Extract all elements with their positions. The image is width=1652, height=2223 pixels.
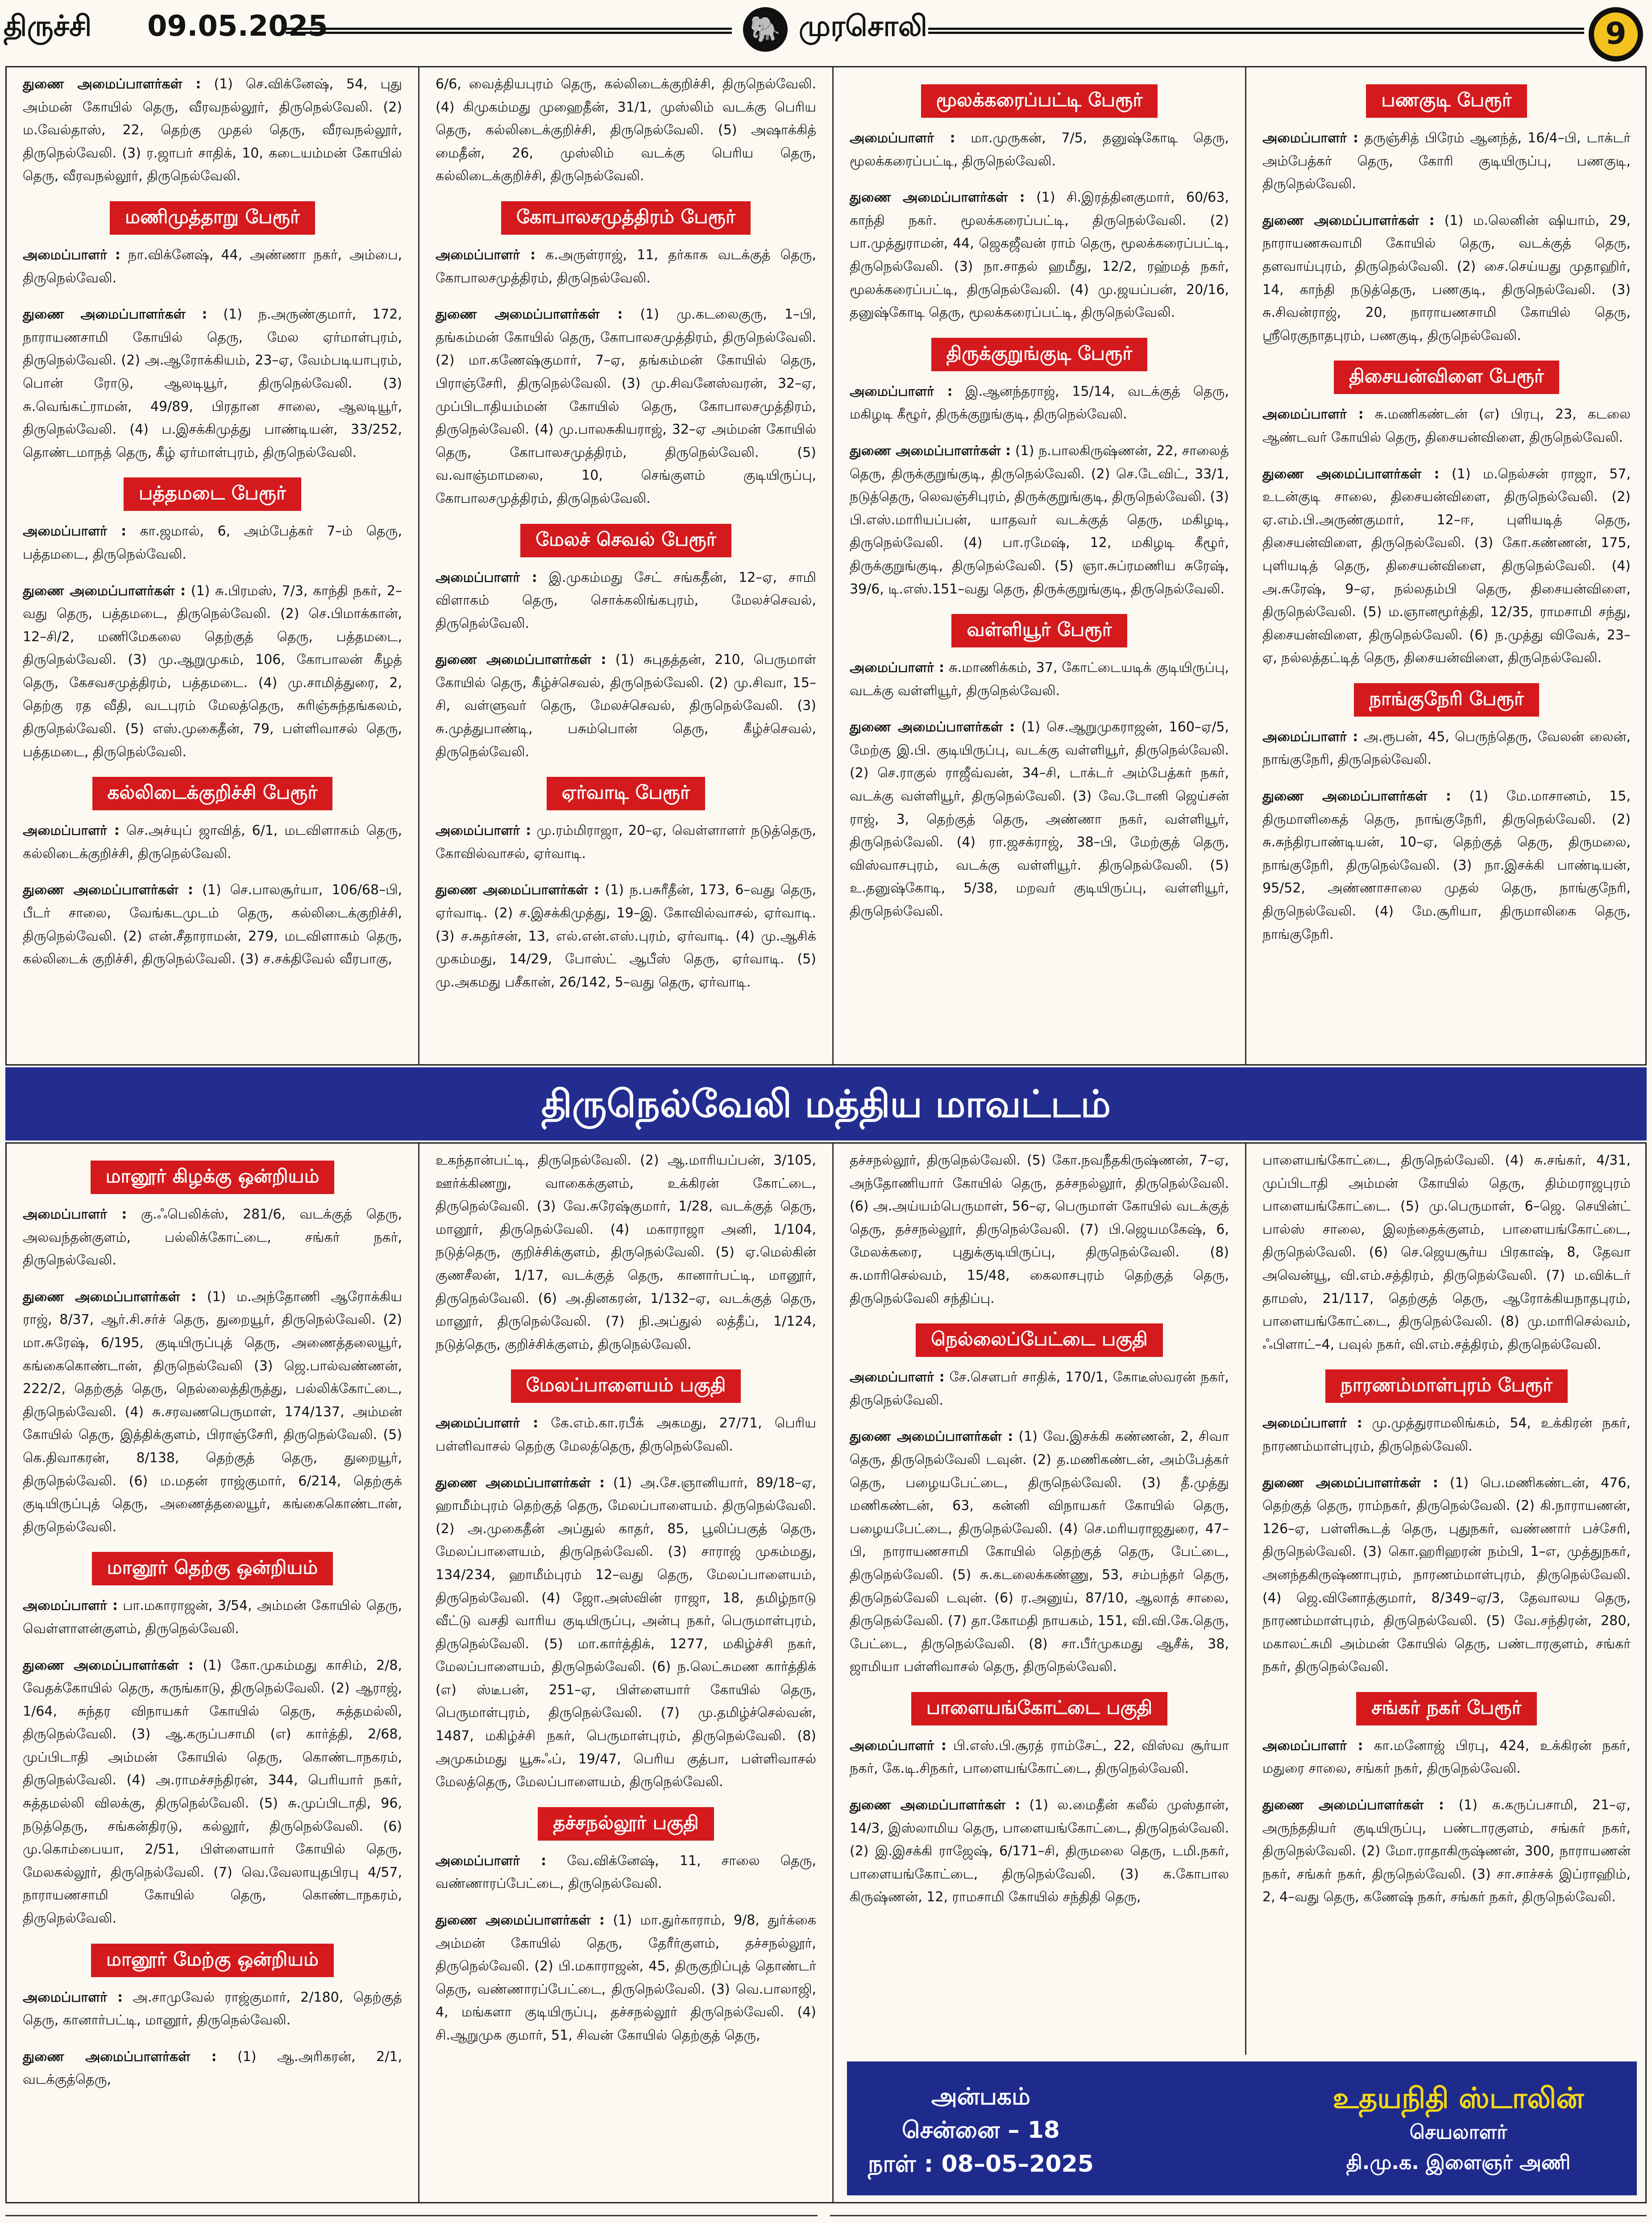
member-entry: [23, 1594, 402, 1640]
member-entry: [436, 819, 816, 865]
member-entry: [436, 879, 816, 994]
district-banner: திருநெல்வேலி மத்திய மாவட்டம்: [5, 1067, 1647, 1141]
signature-place-date: [865, 2080, 1097, 2181]
member-entry: [436, 303, 816, 510]
member-entry: [436, 73, 816, 188]
member-entry: [1262, 127, 1631, 196]
entry-text: தருஞ்சித் பிரேம் ஆனந்த், 16/4–பி, டாக்டர் அம்பேத்கர் தெரு, கோரி குடியிருப்பு, பணகுடி, திருநெல்வேலி.: [1262, 130, 1631, 192]
member-entry: [23, 520, 402, 566]
edition-place: திருச்சி: [4, 10, 92, 43]
top-column-3: [834, 67, 1245, 1064]
section-heading: பணகுடி பேரூர்: [1366, 84, 1527, 118]
section-heading: பாளையங்கோட்டை பகுதி: [911, 1692, 1167, 1725]
member-entry: [23, 1203, 402, 1272]
signature-place: அன்பகம்: [931, 2083, 1030, 2110]
entry-role-label: துணை அமைப்பாளர்கள் :: [436, 1912, 605, 1929]
entry-text: (1) மு.கடலைகுரு, 1–பி, தங்கம்மன் கோயில் தெரு, கோபாலசமுத்திரம், திருநெல்வேலி. (2) மா.கணேஷ்குமார், 7–ஏ, தங்கம்மன் கோயில் தெரு, பிராஞ்சேரி, திருநெல்வேலி. (3) மு.சிவனேஸ்வரன், 32–ஏ, முப்பிடாதியம்மன் கோயில் தெரு, கோபாலசமுத்திரம், திருநெல்வேலி. (4) மு.பாலசுகியராஜ், 32–ஏ அம்மன் கோயில் தெரு, கோபாலசமுத்திரம், திருநெல்வேலி. (5) வ.வாஞ்மாமலை, 10, செங்குளம் குடியிருப்பு, கோபாலசமுத்திரம், திருநெல்வேலி.: [436, 307, 816, 506]
entry-role-label: துணை அமைப்பாளர்கள் :: [850, 719, 1015, 735]
entry-role-label: துணை அமைப்பாளர்கள் :: [1262, 466, 1440, 482]
entry-text: (1) செ.விக்னேஷ், 54, புது அம்மன் கோயில் தெரு, வீரவநல்லூர், திருநெல்வேலி. (2) ம.வேல்தாஸ், 22, தெற்கு முதல் தெரு, வீரவநல்லூர், திருநெல்வேலி. (3) ர.ஜாபர் சாதிக், 10, கடையம்மன் கோயில் தெரு, வீரவநல்லூர், திருநெல்வேலி.: [23, 76, 402, 184]
entry-text: (1) ந.அருண்குமார், 172, நாராயணசாமி கோயில் தெரு, மேல ஏர்மாள்புரம், திருநெல்வேலி. (2) அ.ஆரோக்கியம், 23–ஏ, வேம்படியாபுரம், பொன் ரோடு, ஆலடியூர், திருநெல்வேலி. (3) சு.வெங்கட்ராமன், 49/89, பிரதான சாலை, ஆலடியூர், திருநெல்வேலி. (4) ப.இசக்கிமுத்து பாண்டியன், 33/252, தொண்டமாநத் தெரு, கீழ் ஏர்மாள்புரம், திருநெல்வேலி.: [23, 307, 402, 460]
entry-text: செ.அச்யுப் ஜாவித், 6/1, மடவிளாகம் தெரு, கல்லிடைக்குறிச்சி, திருநெல்வேலி.: [23, 823, 402, 862]
entry-text: (1) ந.பசுரீதீன், 173, 6–வது தெரு, ஏர்வாடி. (2) ச.இசக்கிமுத்து, 19–இ. கோவில்வாசல், ஏர்வாடி. (3) ச.சுதர்சன், 13, எல்.என்.எஸ்.புரம், ஏர்வாடி. (4) மு.ஆசிக் முகம்மது, 14/29, போஸ்ட் ஆபீஸ் தெரு, ஏர்வாடி. (5) மு.அகமது பசீகான், 26/142, 5–வது தெரு, ஏர்வாடி.: [436, 882, 816, 990]
entry-role-label: துணை அமைப்பாளர்கள் :: [436, 1475, 605, 1491]
member-entry: [850, 1425, 1229, 1679]
member-entry: [850, 1149, 1229, 1310]
entry-role-label: துணை அமைப்பாளர்கள் :: [23, 1657, 194, 1673]
entry-role-label: அமைப்பாளர் :: [436, 569, 537, 585]
entry-role-label: அமைப்பாளர் :: [23, 523, 127, 539]
bottom-column-4: [1246, 1144, 1647, 2055]
entry-text: (1) அ.சே.ஞானியார், 89/18–ஏ, ஹாமீம்புரம் தெற்குத் தெரு, மேலப்பாளையம். திருநெல்வேலி. (2) அ.முகைதீன் அப்துல் காதர், 85, பூலிப்பகுத் தெரு, மேலப்பாளையம், திருநெல்வேலி. (3) சாராஜ் முகம்மது, 134/234, ஹாமீம்புரம் 12–வது தெரு, மேலப்பாளையம், திருநெல்வேலி. (4) ஜோ.அஸ்வின் ராஜா, 18, தமிழ்நாடு வீட்டு வசதி வாரிய குடியிருப்பு, அன்பு நகர், பெருமாள்புரம், திருநெல்வேலி. (5) மா.கார்த்திக், 1277, மகிழ்ச்சி நகர், மேலப்பாளையம், திருநெல்வேலி. (6) ந.லெட்சுமண கார்த்திக் (எ) ஸ்டீபன், 251–ஏ, பிள்ளையார் கோயில் தெரு, பெருமாள்புரம், திருநெல்வேலி. (7) மு.தமிழ்ச்செல்வன், 1487, மகிழ்ச்சி நகர், பெருமாள்புரம், திருநெல்வேலி. (8) அமுகம்மது யூசுஃப், 19/47, பெரிய குத்பா, பள்ளிவாசல் மேலத்தெரு, மேலப்பாளையம், திருநெல்வேலி.: [436, 1475, 816, 1790]
entry-text: சு.மணிகண்டன் (எ) பிரபு, 23, கடலை ஆண்டவர் கோயில் தெரு, திசையன்விளை, திருநெல்வேலி.: [1262, 406, 1631, 445]
entry-text: சே.செளபர் சாதிக், 170/1, கோடீஸ்வரன் நகர், திருநெல்வேலி.: [850, 1369, 1229, 1408]
entry-role-label: அமைப்பாளர் :: [850, 1738, 946, 1754]
member-entry: [436, 1149, 816, 1356]
section-heading: நெல்லைப்பேட்டை பகுதி: [916, 1323, 1162, 1357]
member-entry: [436, 1412, 816, 1458]
signatory-role: செயலாளர்: [1409, 2121, 1507, 2144]
section-heading: பத்தமடை பேரூர்: [124, 477, 301, 511]
entry-role-label: அமைப்பாளர் :: [23, 1207, 127, 1222]
entry-text: வே.விக்னேஷ், 11, சாலை தெரு, வண்ணாரப்பேட்டை, திருநெல்வேலி.: [436, 1853, 816, 1892]
entry-text: பி.எஸ்.பி.சூரத் ராம்சேட், 22, விஸ்வ சூர்யா நகர், கே.டி.சிநகர், பாளையங்கோட்டை, திருநெல்வேலி.: [850, 1738, 1229, 1777]
entry-text: (1) மா.துர்காராம், 9/8, துர்க்கை அம்மன் கோயில் தெரு, தேரீர்குளம், தச்சநல்லூர், திருநெல்வேலி. (2) பி.மகாராஜன், 45, திருகுறிப்புத் தொண்டர் தெரு, வண்ணாரப்பேட்டை, திருநெல்வேலி. (3) வெ.பாலாஜி, 4, மங்களா குடியிருப்பு, தச்சநல்லூர் திருநெல்வேலி. (4) சி.ஆறுமுக குமார், 51, சிவன் கோயில் தெற்குத் தெரு,: [436, 1912, 816, 2043]
member-entry: [1262, 403, 1631, 449]
member-entry: [1262, 463, 1631, 670]
entry-role-label: துணை அமைப்பாளர்கள் :: [1262, 212, 1435, 228]
section-heading: மணிமுத்தாறு பேரூர்: [110, 201, 315, 235]
signature-box: [847, 2061, 1637, 2195]
signature-signatory: [1298, 2080, 1619, 2178]
entry-role-label: துணை அமைப்பாளர்கள் :: [436, 307, 623, 323]
section-heading: மூலக்கரைப்பட்டி பேரூர்: [921, 84, 1158, 118]
entry-role-label: துணை அமைப்பாளர்கள் :: [1262, 788, 1451, 805]
member-entry: [850, 1734, 1229, 1780]
page-header: [0, 0, 1652, 67]
entry-text: (1) ந.பாலகிருஷ்ணன், 22, சாலைத் தெரு, திருக்குறுங்குடி, திருநெல்வேலி. (2) செ.டேவிட், 33/1, நடுத்தெரு, லெவஞ்சிபுரம், திருக்குறுங்குடி, திருநெல்வேலி. (3) பி.எஸ்.மாரியப்பன், யாதவர் வடக்குத் தெரு, மகிழடி, திருநெல்வேலி. (4) பா.ரமேஷ், 12, மகிழடி கீழூர், திருக்குறுங்குடி, திருநெல்வேலி. (5) ஞா.சுப்ரமணிய சுரேஷ், 39/6, டி.எஸ்.151–வது தெரு, திருக்குறுங்குடி, திருநெல்வேலி.: [850, 443, 1229, 597]
entry-text: (1) ல.மைதீன் கலீல் முஸ்தான், 14/3, இஸ்லாமிய தெரு, பாளையங்கோட்டை, திருநெல்வேலி. (2) இ.இசக்கி ராஜேஷ், 6/171–சி, திருமலை தெரு, டமி.நகர், பாளையங்கோட்டை, திருநெல்வேலி. (3) க.கோபால கிருஷ்ணன், 12, ராமசாமி கோயில் சந்திதி தெரு,: [850, 1797, 1229, 1905]
entry-text: (1) செ.ஆறுமுகராஜன், 160–ஏ/5, மேற்கு இ.பி. குடியிருப்பு, வடக்கு வள்ளியூர், திருநெல்வேலி. (2) செ.ராகுல் ராஜீவ்வன், 34–சி, டாக்டர் அம்பேத்கர் நகர், வடக்கு வள்ளியூர், திருநெல்வேலி. (3) வே.டோனி ஜெய்சன் ராஜ், 3, தெற்குத் தெரு, அண்ணா நகர், வள்ளியூர், திருநெல்வேலி. (4) ரா.ஜசக்ராஜ், 38–பி, மேற்குத் தெரு, விஸ்வாசபுரம், வடக்கு வள்ளியூர். திருநெல்வேலி. (5) உ.தனுஷ்கோடி, 5/38, மறவர் குடியிருப்பு, வள்ளியூர், திருநெல்வேலி.: [850, 719, 1229, 920]
entry-text: அ.சாமுவேல் ராஜ்குமார், 2/180, தெற்குத் தெரு, கானார்பட்டி, மானூர், திருநெல்வேலி.: [23, 1989, 402, 2028]
entry-role-label: அமைப்பாளர் :: [1262, 130, 1359, 146]
entry-role-label: துணை அமைப்பாளர்கள் :: [1262, 1797, 1444, 1813]
entry-text: இ.ஆனந்தராஜ், 15/14, வடக்குத் தெரு, மகிழடி கீழூர், திருக்குறுங்குடி, திருநெல்வேலி.: [850, 383, 1229, 423]
page-number: 9: [1589, 7, 1643, 62]
section-heading: மானூர் தெற்கு ஒன்றியம்: [92, 1552, 333, 1585]
signatory-name: உதயநிதி ஸ்டாலின்: [1332, 2082, 1584, 2115]
entry-text: (1) பெ.மணிகண்டன், 476, தெற்குத் தெரு, ராம்நகர், திருநெல்வேலி. (2) கி.நாராயணன், 126–ஏ, பள்ளிகூடத் தெரு, புதுநகர், வண்ணார் பச்சேரி, திருநெல்வேலி. (3) கொ.ஹரிஹரன் நம்பி, 1–எ, முத்துநகர், அனந்தகிருஷ்ணாபுரம், நாரணம்மாள்புரம், திருநெல்வேலி. (4) ஜெ.வினோத்குமார், 8/349–ஏ/3, தேவாலய தெரு, நாரணம்மாள்புரம், திருநெல்வேலி. (5) வே.சந்திரன், 280, மகாலட்சுமி அம்மன் கோயில் தெரு, பண்டாரகுளம், சங்கர் நகர், திருநெல்வேலி.: [1262, 1475, 1631, 1675]
entry-role-label: துணை அமைப்பாளர்கள் :: [850, 443, 1011, 459]
section-heading: ஏர்வாடி பேரூர்: [547, 777, 705, 810]
member-entry: [850, 1794, 1229, 1909]
entry-role-label: அமைப்பாளர் :: [436, 1853, 547, 1869]
member-entry: [23, 879, 402, 970]
entry-role-label: அமைப்பாளர் :: [850, 130, 955, 146]
entry-role-label: துணை அமைப்பாளர்கள் :: [23, 2049, 217, 2065]
entry-role-label: துணை அமைப்பாளர்கள் :: [23, 76, 201, 92]
bottom-column-1: [7, 1144, 418, 2202]
entry-text: மு.ரம்மிராஜா, 20–ஏ, வெள்ளாளர் நடுத்தெரு, கோவில்வாசல், ஏர்வாடி.: [436, 823, 816, 862]
member-entry: [1262, 726, 1631, 771]
member-entry: [436, 1850, 816, 1895]
header-rule-right: [928, 28, 1584, 34]
section-heading: மேலப்பாளையம் பகுதி: [511, 1369, 741, 1403]
section-heading: மானூர் கிழக்கு ஒன்றியம்: [91, 1161, 335, 1194]
entry-role-label: அமைப்பாளர் :: [436, 823, 531, 839]
entry-text: (1) ஆ.அரிகரன், 2/1, வடக்குத்தெரு,: [23, 2049, 402, 2088]
member-entry: [436, 1472, 816, 1794]
member-entry: [436, 566, 816, 635]
entry-text: கா.ஜமால், 6, அம்பேத்கர் 7–ம் தெரு, பத்தமடை, திருநெல்வேலி.: [23, 523, 402, 562]
top-column-4: [1246, 67, 1647, 1064]
header-rule-left: [286, 28, 732, 34]
member-entry: [850, 186, 1229, 324]
section-heading: மானூர் மேற்கு ஒன்றியம்: [91, 1944, 334, 1977]
entry-role-label: துணை அமைப்பாளர்கள் :: [23, 307, 208, 323]
entry-role-label: துணை அமைப்பாளர்கள் :: [436, 652, 606, 668]
entry-text: தச்சநல்லூர், திருநெல்வேலி. (5) கோ.நவநீதகிருஷ்ணன், 7–ஏ, அந்தோணியார் கோயில் தெரு, தச்சநல்லூர், திருநெல்வேலி. (6) அ.அய்யம்பெருமாள், 56–ஏ, பெருமாள் கோயில் வடக்குத் தெரு, தச்சநல்லூர், திருநெல்வேலி. (7) பி.ஜெயமகேஷ், 6, மேலக்கரை, புதுக்குடியிருப்பு, திருநெல்வேலி. (8) சு.மாரிசெல்வம், 15/48, கைலாசபுரம் தெற்குத் தெரு, திருநெல்வேலி சந்திப்பு.: [850, 1153, 1229, 1306]
entry-text: மு.முத்துராமலிங்கம், 54, உக்கிரன் நகர், நாரணம்மாள்புரம், திருநெல்வேலி.: [1262, 1415, 1631, 1454]
murasoli-logo-icon: 🐘: [743, 7, 788, 52]
entry-text: (1) வே.இசக்கி கண்ணன், 2, சிவா தெரு, திருநெல்வேலி டவுன். (2) த.மணிகண்டன், அம்பேத்கர் தெரு, பழையபேட்டை, திருநெல்வேலி. (3) தீ.முத்து மணிகண்டன், 63, கன்னி விநாயகர் கோயில் தெரு, பழையபேட்டை, திருநெல்வேலி. (4) செ.மரியராஜதுரை, 47–பி, நாராயணசாமி கோயில் தெற்குத் தெரு, பேட்டை, திருநெல்வேலி. (5) சு.கடலைக்கண்ணு, 53, சம்பந்தர் தெரு, திருநெல்வேலி டவுன். (6) ர.அனுய், 87/10, ஆலாத் சாலை, திருநெல்வேலி. (7) தா.கோமதி நாயகம், 151, வி.வி.கே.தெரு, பேட்டை, திருநெல்வேலி. (8) சா.பீர்முகமது ஆசீக், 38, ஜாமியா பள்ளிவாசல் தெரு, திருநெல்வேலி.: [850, 1429, 1229, 1675]
member-entry: [436, 648, 816, 763]
entry-role-label: துணை அமைப்பாளர்கள் :: [850, 1797, 1021, 1813]
entry-text: (1) ம.அந்தோணி ஆரோக்கிய ராஜ், 8/37, ஆர்.சி.சர்ச் தெரு, துறையூர், திருநெல்வேலி. (2) மா.சுரேஷ், 6/195, குடியிருப்புத் தெரு, அணைத்தலையூர், கங்கைகொண்டான், திருநெல்வேலி (3) ஜெ.பால்வண்ணன், 222/2, தெற்குத் தெரு, நெல்லைத்திருத்து, பல்லிக்கோட்டை, திருநெல்வேலி. (4) சு.சரவணபெருமாள், 174/137, அம்மன் கோயில் தெரு, இத்திக்குளம், பிராஞ்சேரி, திருநெல்வேலி. (5) கெ.திவாகரன், 8/138, தெற்குத் தெரு, துறையூர், திருநெல்வேலி. (6) ம.மதன் ராஜ்குமார், 6/214, தெற்குக் குடியிருப்புத் தெரு, அணைத்தலையூர், கங்கைகொண்டான், திருநெல்வேலி.: [23, 1289, 402, 1535]
section-heading: வள்ளியூர் பேரூர்: [951, 614, 1127, 647]
entry-role-label: அமைப்பாளர் :: [1262, 406, 1364, 423]
entry-text: க.அருள்ராஜ், 11, தர்காக வடக்குத் தெரு, கோபாலசமுத்திரம், திருநெல்வேலி.: [436, 247, 816, 286]
member-entry: [850, 656, 1229, 702]
bottom-column-3: [834, 1144, 1245, 2055]
member-entry: [436, 244, 816, 290]
member-entry: [850, 1366, 1229, 1412]
entry-text: (1) செ.பாலசூர்யா, 106/68–பி, பீடர் சாலை, வேங்கடமுடம் தெரு, கல்லிடைக்குறிச்சி, திருநெல்வேலி. (2) என்.சீதாராமன், 279, மடவிளாகம் தெரு, கல்லிடைக் குறிச்சி, திருநெல்வேலி. (3) ச.சக்திவேல் வீரபாகு,: [23, 882, 402, 967]
entry-role-label: அமைப்பாளர் :: [436, 247, 536, 263]
section-heading: தச்சநல்லூர் பகுதி: [538, 1807, 714, 1841]
member-entry: [850, 127, 1229, 173]
member-entry: [23, 580, 402, 764]
section-heading: நாங்குநேரி பேரூர்: [1354, 683, 1539, 717]
entry-text: கு.ஃபெலிக்ஸ், 281/6, வடக்குத் தெரு, அலவந்தன்குளம், பல்லிக்கோட்டை, சங்கர் நகர், திருநெல்வேலி.: [23, 1207, 402, 1269]
member-entry: [1262, 1794, 1631, 1909]
newspaper-name: முரசொலி: [799, 10, 927, 43]
entry-text: (1) க.கருப்பசாமி, 21–ஏ, அருந்ததியர் குடியிருப்பு, பண்டாரகுளம், சங்கர் நகர், திருநெல்வேலி. (2) மோ.ராதாகிருஷ்ணன், 300, நாராயணன் நகர், சங்கர் நகர், திருநெல்வேலி. (3) சா.சாச்சக் இப்ராஹிம், 2, 4–வது தெரு, கணேஷ் நகர், சங்கர் நகர், திருநெல்வேலி.: [1262, 1797, 1631, 1905]
member-entry: [1262, 785, 1631, 946]
entry-role-label: துணை அமைப்பாளர்கள் :: [1262, 1475, 1438, 1491]
entry-text: (1) சு.பிரமஸ், 7/3, காந்தி நகர், 2–வது தெரு, பத்தமடை, திருநெல்வேலி. (2) செ.பிமாக்கான், 12–சி/2, மணிமேகலை தெற்குத் தெரு, பத்தமடை, திருநெல்வேலி. (3) மு.ஆறுமுகம், 106, கோபாலன் கீழத் தெரு, கேசவசமுத்திரம், பத்தமடை. (4) மு.சாமித்துரை, 2, தெற்கு ரத வீதி, வடபுரம் மேலத்தெரு, சுரிஞ்சுந்தங்கலம், திருநெல்வேலி. (5) எஸ்.முகைதீன், 79, பள்ளிவாசல் தெரு, பத்தமடை, திருநெல்வேலி.: [23, 583, 402, 760]
entry-role-label: துணை அமைப்பாளர்கள் :: [436, 882, 599, 898]
entry-role-label: அமைப்பாளர் :: [1262, 1415, 1362, 1431]
member-entry: [23, 244, 402, 290]
edition-date: 09.05.2025: [147, 10, 328, 43]
entry-text: நா.விக்னேஷ், 44, அண்ணா நகர், அம்பை, திருநெல்வேலி.: [23, 247, 402, 286]
member-entry: [23, 2045, 402, 2091]
section-heading: நாரணம்மாள்புரம் பேரூர்: [1325, 1369, 1568, 1403]
entry-role-label: துணை அமைப்பாளர்கள் :: [23, 882, 193, 898]
signature-date: நாள் : 08–05–2025: [868, 2150, 1094, 2177]
entry-text: கே.எம்.கா.ரபீக் அகமது, 27/71, பெரிய பள்ளிவாசல் தெற்கு மேலத்தெரு, திருநெல்வேலி.: [436, 1415, 816, 1454]
top-column-2: [419, 67, 832, 1064]
entry-role-label: அமைப்பாளர் :: [850, 383, 953, 399]
member-entry: [1262, 1734, 1631, 1780]
entry-text: 6/6, வைத்தியபுரம் தெரு, கல்லிடைக்குறிச்சி, திருநெல்வேலி. (4) கிமுகம்மது முஹைதீன், 31/1, முஸ்லிம் வடக்கு பெரிய தெரு, கல்லிடைக்குறிச்சி, திருநெல்வேலி. (5) அஷாக்கித் மைதீன், 26, முஸ்லிம் வடக்கு பெரிய தெரு, கல்லிடைக்குறிச்சி, திருநெல்வேலி.: [436, 76, 816, 184]
entry-role-label: அமைப்பாளர் :: [23, 823, 120, 839]
member-entry: [1262, 1412, 1631, 1458]
entry-text: அ.ரூபன், 45, பெருந்தெரு, வேலன் லைன், நாங்குநேரி, திருநெல்வேலி.: [1262, 729, 1631, 768]
member-entry: [850, 380, 1229, 426]
section-heading: சங்கர் நகர் பேரூர்: [1356, 1692, 1536, 1725]
section-heading: மேலச் செவல் பேரூர்: [520, 524, 731, 557]
entry-role-label: அமைப்பாளர் :: [23, 1598, 118, 1614]
entry-role-label: அமைப்பாளர் :: [23, 247, 120, 263]
member-entry: [23, 1986, 402, 2032]
entry-role-label: அமைப்பாளர் :: [1262, 729, 1358, 745]
bottom-section: [5, 1142, 1647, 2203]
entry-text: மா.முருகன், 7/5, தனுஷ்கோடி தெரு, மூலக்கரைப்பட்டி, திருநெல்வேலி.: [850, 130, 1229, 169]
top-section: [5, 66, 1647, 1066]
member-entry: [23, 73, 402, 188]
entry-role-label: அமைப்பாளர் :: [1262, 1738, 1363, 1754]
member-entry: [23, 1654, 402, 1930]
member-entry: [850, 716, 1229, 923]
entry-text: பா.மகாராஜன், 3/54, அம்மன் கோயில் தெரு, வெள்ளாளன்குளம், திருநெல்வேலி.: [23, 1598, 402, 1637]
signatory-org: தி.மு.க. இளைஞர் அணி: [1346, 2151, 1571, 2174]
entry-role-label: துணை அமைப்பாளர்கள் :: [23, 1289, 197, 1305]
entry-text: (1) ம.லெனின் ஷியாம், 29, நாராயணசுவாமி கோயில் தெரு, வடக்குத் தெரு, தளவாய்புரம், திருநெல்வேலி. (2) சை.செய்யது முதாஹிர், 14, காந்தி நடுத்தெரு, பணகுடி, திருநெல்வேலி. (3) சு.சிவன்ராஜ், 20, நாராயணசாமி கோயில் தெரு, ஸ்ரீரெகுநாதபுரம், பணகுடி, திருநெல்வேலி.: [1262, 212, 1631, 344]
entry-role-label: துணை அமைப்பாளர்கள் :: [850, 190, 1025, 206]
member-entry: [23, 819, 402, 865]
section-heading: திருக்குறுங்குடி பேரூர்: [931, 338, 1148, 371]
member-entry: [23, 1286, 402, 1539]
entry-role-label: துணை அமைப்பாளர்கள் :: [850, 1429, 1013, 1445]
top-column-1: [7, 67, 418, 1064]
entry-role-label: அமைப்பாளர் :: [436, 1415, 539, 1431]
entry-text: பாளையங்கோட்டை, திருநெல்வேலி. (4) சு.சங்கர், 4/31, முப்பிடாதி அம்மன் கோயில் தெரு, திம்மராஜபுரம் பாளையங்கோட்டை. (5) மு.பெருமாள், 6–ஜெ. செயின்ட் பால்ஸ் சாலை, இலந்தைக்குளம், பாளையங்கோட்டை, திருநெல்வேலி. (6) செ.ஜெயசூர்ய பிரகாஷ், 8, தேவா அவென்யூ, வி.எம்.சத்திரம், திருநெல்வேலி. (7) ம.விக்டர் தாமஸ், 21/117, தெற்குத் தெரு, ஆரோக்கியநாதபுரம், பாளையங்கோட்டை, திருநெல்வேலி. (8) மு.மாரிசெல்வம், ஃபிளாட்–4, பவுல் நகர், வி.எம்.சத்திரம், திருநெல்வேலி.: [1262, 1153, 1631, 1352]
entry-text: கா.மனோஜ் பிரபு, 424, உக்கிரன் நகர், மதுரை சாலை, சங்கர் நகர், திருநெல்வேலி.: [1262, 1738, 1631, 1777]
entry-text: (1) சி.இரத்தினகுமார், 60/63, காந்தி நகர். மூலக்கரைப்பட்டி, திருநெல்வேலி. (2) பா.முத்துராமன், 44, ஜெகஜீவன் ராம் தெரு, மூலக்கரைப்பட்டி, திருநெல்வேலி. (3) நா.சாதல் ஹமீது, 12/2, ரஹ்மத் நகர், மூலக்கரைப்பட்டி, திருநெல்வேலி. (4) மு.ஜயப்பன், 20/16, தனுஷ்கோடி தெரு, மூலக்கரைப்பட்டி, திருநெல்வேலி.: [850, 190, 1229, 321]
member-entry: [1262, 1149, 1631, 1356]
bottom-column-2: [419, 1144, 832, 2202]
footer-rule: [5, 2215, 818, 2216]
entry-role-label: அமைப்பாளர் :: [850, 1369, 945, 1385]
section-heading: திசையன்விளை பேரூர்: [1334, 361, 1559, 394]
entry-text: (1) கோ.முகம்மது காசிம், 2/8, வேதக்கோயில் தெரு, கருங்காடு, திருநெல்வேலி. (2) ஆராஜ், 1/64, சுந்தர விநாயகர் கோயில் தெரு, சுத்தமல்லி, திருநெல்வேலி. (3) ஆ.கருப்பசாமி (எ) கார்த்தி, 2/68, முப்பிடாதி அம்மன் கோயில் தெரு, கொண்டாநகரம், திருநெல்வேலி. (4) அ.ராமச்சந்திரன், 344, பெரியார் நகர், சுத்தமல்லி விலக்கு, திருநெல்வேலி. (5) சு.முப்பிடாதி, 96, நடுத்தெரு, சங்கன்திரடு, கல்லூர், திருநெல்வேலி. (6) மு.கொம்பையா, 2/51, பிள்ளையார் கோயில் தெரு, மேலகல்லூர், திருநெல்வேலி. (7) வெ.வேலாயுதபிரபு 4/57, நாராயணசாமி கோயில் தெரு, கொண்டாநகரம், திருநெல்வேலி.: [23, 1657, 402, 1927]
section-heading: கல்லிடைக்குறிச்சி பேரூர்: [92, 777, 333, 810]
member-entry: [23, 303, 402, 464]
entry-text: (1) ம.நெல்சன் ராஜா, 57, உடன்குடி சாலை, திசையன்விளை, திருநெல்வேலி. (2) ஏ.எம்.பி.அருண்குமார், 12–ஈ, புளியடித் தெரு, திசையன்விளை, திருநெல்வேலி. (3) கோ.கண்ணன், 175, புளியடித் தெரு, திசையன்விளை, திருநெல்வேலி. (4) அ.சுரேஷ், 9–ஏ, நல்லதம்பி தெரு, திசையன்விளை, திருநெல்வேலி. (5) ம.ஞானமூர்த்தி, 12/35, ராமசாமி சந்து, திசையன்விளை, திருநெல்வேலி. (6) ந.முத்து விவேக், 23–ஏ, நல்லத்தட்டித் தெரு, திசையன்விளை, திருநெல்வேலி.: [1262, 466, 1631, 666]
member-entry: [1262, 1472, 1631, 1679]
footer-rule: [830, 2215, 1647, 2216]
section-heading: கோபாலசமுத்திரம் பேரூர்: [501, 201, 751, 235]
signature-city: சென்னை – 18: [902, 2117, 1060, 2144]
entry-role-label: அமைப்பாளர் :: [850, 660, 944, 676]
member-entry: [436, 1909, 816, 2047]
entry-role-label: அமைப்பாளர் :: [23, 1989, 123, 2005]
entry-text: (1) சுபுதத்தன், 210, பெருமாள் கோயில் தெரு, கீழ்ச்செவல், திருநெல்வேலி. (2) மு.சிவா, 15–சி, வள்ளுவர் தெரு, மேலச்செவல், திருநெல்வேலி. (3) சு.முத்துபாண்டி, பசும்பொன் தெரு, கீழ்ச்செவல், திருநெல்வேலி.: [436, 652, 816, 760]
entry-text: உகந்தான்பட்டி, திருநெல்வேலி. (2) ஆ.மாரியப்பன், 3/105, ஊர்க்கிணறு, வாகைக்குளம், உக்கிரன் கோட்டை, திருநெல்வேலி. (3) வே.சுரேஷ்குமார், 1/28, வடக்குத் தெரு, மானூர், திருநெல்வேலி. (4) மகாராஜா அனி, 1/104, நடுத்தெரு, குறிச்சிக்குளம், திருநெல்வேலி. (5) ஏ.மெல்கின் குணசீலன், 1/17, வடக்குத் தெரு, கானார்பட்டி, மானூர், திருநெல்வேலி. (6) அ.தினகரன், 1/132–ஏ, வடக்குத் தெரு, மானூர், திருநெல்வேலி. (7) நி.அப்துல் லத்தீப், 1/124, நடுத்தெரு, குறிச்சிக்குளம், திருநெல்வேலி.: [436, 1153, 816, 1352]
entry-text: சு.மாணிக்கம், 37, கோட்டையடிக் குடியிருப்பு, வடக்கு வள்ளியூர், திருநெல்வேலி.: [850, 660, 1229, 699]
entry-text: இ.முகம்மது சேட் சங்கதீன், 12–ஏ, சாமி விளாகம் தெரு, சொக்கலிங்கபுரம், மேலச்செவல், திருநெல்வேலி.: [436, 569, 816, 631]
member-entry: [1262, 209, 1631, 348]
member-entry: [850, 440, 1229, 601]
entry-text: (1) மே.மாசானம், 15, திருமாளிகைத் தெரு, நாங்குநேரி, திருநெல்வேலி. (2) சு.சுந்திரபாண்டியன், 10–ஏ, தெற்குத் தெரு, திருமலை, நாங்குநேரி, திருநெல்வேலி. (3) நா.இசக்கி பாண்டியன், 95/52, அண்ணாசாலை முதல் தெரு, நாங்குநேரி, திருநெல்வேலி. (4) மே.சூரியா, திருமாலிகை தெரு, நாங்குநேரி.: [1262, 788, 1631, 942]
entry-role-label: துணை அமைப்பாளர்கள் :: [23, 583, 186, 599]
